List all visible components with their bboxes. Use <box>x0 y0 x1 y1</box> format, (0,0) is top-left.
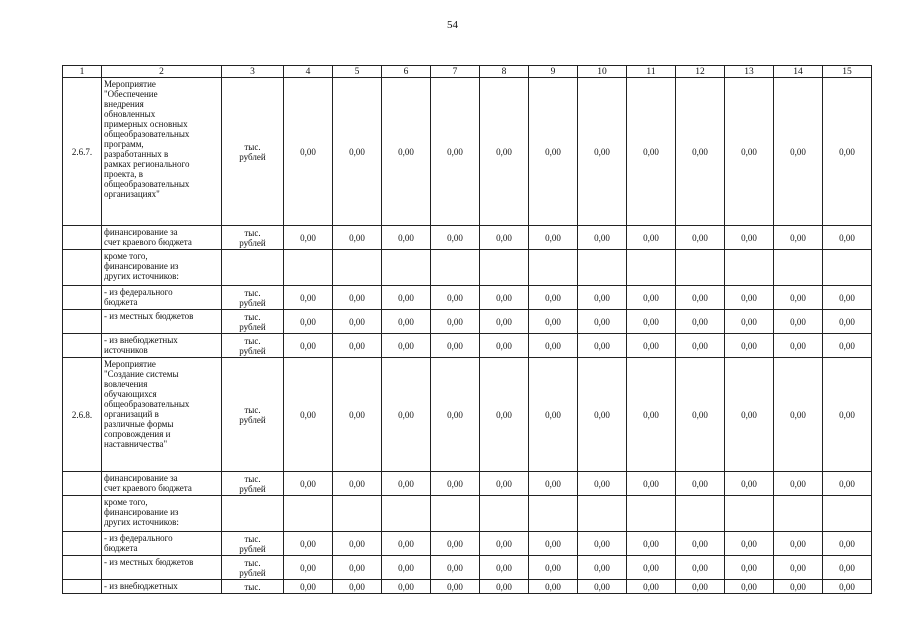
value-cell <box>284 496 333 532</box>
table-row <box>63 532 872 556</box>
value-cell: 0,00 <box>676 556 725 580</box>
value-cell: 0,00 <box>284 532 333 556</box>
value-cell: 0,00 <box>333 556 382 580</box>
value-cell: 0,00 <box>480 580 529 594</box>
page-number: 54 <box>447 19 458 31</box>
value-cell: 0,00 <box>382 472 431 496</box>
row-description: финансирование за счет краевого бюджета <box>102 472 222 496</box>
value-cell: 0,00 <box>627 226 676 250</box>
value-cell: 0,00 <box>823 78 872 226</box>
value-cell: 0,00 <box>431 532 480 556</box>
value-cell <box>676 496 725 532</box>
value-cell: 0,00 <box>529 580 578 594</box>
value-cell: 0,00 <box>676 78 725 226</box>
column-header: 6 <box>382 66 431 78</box>
value-cell: 0,00 <box>480 334 529 358</box>
value-cell: 0,00 <box>382 556 431 580</box>
value-cell: 0,00 <box>578 226 627 250</box>
column-header: 8 <box>480 66 529 78</box>
value-cell: 0,00 <box>774 472 823 496</box>
row-code <box>63 472 102 496</box>
table-row <box>63 580 872 594</box>
value-cell: 0,00 <box>284 358 333 472</box>
value-cell: 0,00 <box>529 334 578 358</box>
value-cell: 0,00 <box>627 78 676 226</box>
value-cell <box>823 250 872 286</box>
value-cell: 0,00 <box>333 286 382 310</box>
value-cell: 0,00 <box>578 286 627 310</box>
header-row <box>63 66 872 78</box>
value-cell: 0,00 <box>529 286 578 310</box>
value-cell: 0,00 <box>431 472 480 496</box>
table-row <box>63 250 872 286</box>
value-cell: 0,00 <box>431 310 480 334</box>
value-cell: 0,00 <box>333 358 382 472</box>
row-unit: тыс. рублей <box>222 472 284 496</box>
value-cell <box>480 496 529 532</box>
value-cell <box>480 250 529 286</box>
row-code <box>63 580 102 594</box>
value-cell <box>627 250 676 286</box>
value-cell <box>578 496 627 532</box>
column-header: 2 <box>102 66 222 78</box>
column-header: 14 <box>774 66 823 78</box>
value-cell: 0,00 <box>529 556 578 580</box>
value-cell: 0,00 <box>382 310 431 334</box>
value-cell: 0,00 <box>578 556 627 580</box>
value-cell: 0,00 <box>823 286 872 310</box>
value-cell: 0,00 <box>725 580 774 594</box>
value-cell: 0,00 <box>823 556 872 580</box>
value-cell: 0,00 <box>431 580 480 594</box>
value-cell: 0,00 <box>431 556 480 580</box>
value-cell <box>774 496 823 532</box>
value-cell: 0,00 <box>774 556 823 580</box>
row-description: - из федерального бюджета <box>102 532 222 556</box>
value-cell: 0,00 <box>725 556 774 580</box>
value-cell: 0,00 <box>578 532 627 556</box>
value-cell: 0,00 <box>627 580 676 594</box>
value-cell: 0,00 <box>725 358 774 472</box>
column-header: 12 <box>676 66 725 78</box>
table-row <box>63 78 872 226</box>
table-row <box>63 472 872 496</box>
value-cell <box>676 250 725 286</box>
column-header: 4 <box>284 66 333 78</box>
value-cell <box>725 496 774 532</box>
value-cell: 0,00 <box>774 78 823 226</box>
row-code <box>63 286 102 310</box>
value-cell: 0,00 <box>382 358 431 472</box>
value-cell: 0,00 <box>333 226 382 250</box>
value-cell: 0,00 <box>578 78 627 226</box>
value-cell: 0,00 <box>529 472 578 496</box>
value-cell: 0,00 <box>529 78 578 226</box>
value-cell: 0,00 <box>529 310 578 334</box>
row-description: Мероприятие "Обеспечение внедрения обновленных примерных основных общеобразовательных программ, разработанных в рамках регионального проекта, в общеобразовательных организациях" <box>102 78 222 226</box>
value-cell: 0,00 <box>529 358 578 472</box>
value-cell: 0,00 <box>627 334 676 358</box>
value-cell: 0,00 <box>333 580 382 594</box>
value-cell: 0,00 <box>676 310 725 334</box>
value-cell: 0,00 <box>382 334 431 358</box>
row-description: кроме того, финансирование из других источников: <box>102 250 222 286</box>
value-cell: 0,00 <box>774 334 823 358</box>
row-code: 2.6.8. <box>63 358 102 472</box>
row-code: 2.6.7. <box>63 78 102 226</box>
value-cell: 0,00 <box>578 310 627 334</box>
value-cell: 0,00 <box>382 580 431 594</box>
value-cell: 0,00 <box>774 580 823 594</box>
value-cell: 0,00 <box>480 226 529 250</box>
value-cell: 0,00 <box>823 226 872 250</box>
column-header: 3 <box>222 66 284 78</box>
value-cell: 0,00 <box>431 78 480 226</box>
row-unit: тыс. рублей <box>222 310 284 334</box>
row-description: - из федерального бюджета <box>102 286 222 310</box>
value-cell <box>382 496 431 532</box>
value-cell: 0,00 <box>578 334 627 358</box>
value-cell: 0,00 <box>823 334 872 358</box>
value-cell: 0,00 <box>725 532 774 556</box>
table-row <box>63 556 872 580</box>
value-cell: 0,00 <box>676 472 725 496</box>
value-cell: 0,00 <box>382 226 431 250</box>
value-cell <box>284 250 333 286</box>
budget-table <box>62 65 872 594</box>
value-cell: 0,00 <box>627 556 676 580</box>
row-unit: тыс. <box>222 580 284 594</box>
value-cell: 0,00 <box>725 226 774 250</box>
column-header: 5 <box>333 66 382 78</box>
value-cell <box>823 496 872 532</box>
row-code <box>63 310 102 334</box>
value-cell: 0,00 <box>333 532 382 556</box>
value-cell: 0,00 <box>382 286 431 310</box>
column-header: 9 <box>529 66 578 78</box>
row-unit: тыс. рублей <box>222 532 284 556</box>
row-unit: тыс. рублей <box>222 358 284 472</box>
value-cell: 0,00 <box>480 532 529 556</box>
value-cell: 0,00 <box>627 286 676 310</box>
row-description: - из местных бюджетов <box>102 556 222 580</box>
column-header: 7 <box>431 66 480 78</box>
value-cell: 0,00 <box>578 472 627 496</box>
value-cell: 0,00 <box>284 580 333 594</box>
row-code <box>63 226 102 250</box>
column-header: 13 <box>725 66 774 78</box>
value-cell <box>333 496 382 532</box>
value-cell: 0,00 <box>333 78 382 226</box>
value-cell <box>333 250 382 286</box>
value-cell: 0,00 <box>627 358 676 472</box>
value-cell: 0,00 <box>480 556 529 580</box>
row-unit: тыс. рублей <box>222 334 284 358</box>
value-cell: 0,00 <box>284 226 333 250</box>
table-row <box>63 334 872 358</box>
row-code <box>63 250 102 286</box>
column-header: 1 <box>63 66 102 78</box>
value-cell: 0,00 <box>578 358 627 472</box>
row-code <box>63 496 102 532</box>
row-description: - из внебюджетных источников <box>102 334 222 358</box>
value-cell: 0,00 <box>480 286 529 310</box>
value-cell: 0,00 <box>529 226 578 250</box>
value-cell <box>382 250 431 286</box>
value-cell: 0,00 <box>333 472 382 496</box>
value-cell: 0,00 <box>774 286 823 310</box>
value-cell: 0,00 <box>676 226 725 250</box>
value-cell: 0,00 <box>529 532 578 556</box>
value-cell: 0,00 <box>431 334 480 358</box>
value-cell <box>431 250 480 286</box>
table-row <box>63 310 872 334</box>
value-cell: 0,00 <box>284 78 333 226</box>
row-unit <box>222 496 284 532</box>
row-description: - из внебюджетных <box>102 580 222 594</box>
row-unit: тыс. рублей <box>222 78 284 226</box>
value-cell: 0,00 <box>676 532 725 556</box>
value-cell: 0,00 <box>774 226 823 250</box>
row-unit <box>222 250 284 286</box>
row-code <box>63 556 102 580</box>
row-description: финансирование за счет краевого бюджета <box>102 226 222 250</box>
value-cell: 0,00 <box>823 358 872 472</box>
value-cell: 0,00 <box>284 310 333 334</box>
column-header: 11 <box>627 66 676 78</box>
value-cell: 0,00 <box>676 580 725 594</box>
value-cell: 0,00 <box>774 532 823 556</box>
value-cell: 0,00 <box>774 310 823 334</box>
column-header: 15 <box>823 66 872 78</box>
value-cell: 0,00 <box>627 472 676 496</box>
value-cell <box>627 496 676 532</box>
value-cell: 0,00 <box>333 310 382 334</box>
table-row <box>63 358 872 472</box>
value-cell: 0,00 <box>676 286 725 310</box>
value-cell: 0,00 <box>284 286 333 310</box>
table-row <box>63 496 872 532</box>
value-cell: 0,00 <box>382 532 431 556</box>
value-cell: 0,00 <box>431 358 480 472</box>
value-cell: 0,00 <box>774 358 823 472</box>
table-row <box>63 286 872 310</box>
row-code <box>63 532 102 556</box>
value-cell: 0,00 <box>431 226 480 250</box>
table-row <box>63 226 872 250</box>
value-cell: 0,00 <box>382 78 431 226</box>
value-cell <box>529 496 578 532</box>
value-cell: 0,00 <box>284 334 333 358</box>
value-cell: 0,00 <box>627 310 676 334</box>
value-cell: 0,00 <box>480 358 529 472</box>
value-cell <box>529 250 578 286</box>
value-cell: 0,00 <box>725 334 774 358</box>
value-cell: 0,00 <box>284 556 333 580</box>
value-cell: 0,00 <box>284 472 333 496</box>
value-cell <box>578 250 627 286</box>
column-header: 10 <box>578 66 627 78</box>
value-cell: 0,00 <box>578 580 627 594</box>
value-cell: 0,00 <box>676 334 725 358</box>
value-cell: 0,00 <box>480 310 529 334</box>
row-description: кроме того, финансирование из других источников: <box>102 496 222 532</box>
value-cell: 0,00 <box>431 286 480 310</box>
value-cell: 0,00 <box>725 310 774 334</box>
value-cell: 0,00 <box>823 310 872 334</box>
row-unit: тыс. рублей <box>222 286 284 310</box>
row-unit: тыс. рублей <box>222 556 284 580</box>
value-cell: 0,00 <box>333 334 382 358</box>
value-cell: 0,00 <box>725 472 774 496</box>
value-cell: 0,00 <box>725 286 774 310</box>
value-cell: 0,00 <box>480 472 529 496</box>
value-cell: 0,00 <box>823 472 872 496</box>
value-cell: 0,00 <box>480 78 529 226</box>
row-description: Мероприятие "Создание системы вовлечения обучающихся общеобразовательных организаций в различные формы сопровождения и наставничества" <box>102 358 222 472</box>
row-description: - из местных бюджетов <box>102 310 222 334</box>
value-cell: 0,00 <box>676 358 725 472</box>
row-unit: тыс. рублей <box>222 226 284 250</box>
value-cell: 0,00 <box>823 580 872 594</box>
value-cell <box>725 250 774 286</box>
value-cell: 0,00 <box>823 532 872 556</box>
value-cell <box>774 250 823 286</box>
row-code <box>63 334 102 358</box>
value-cell <box>431 496 480 532</box>
value-cell: 0,00 <box>725 78 774 226</box>
value-cell: 0,00 <box>627 532 676 556</box>
